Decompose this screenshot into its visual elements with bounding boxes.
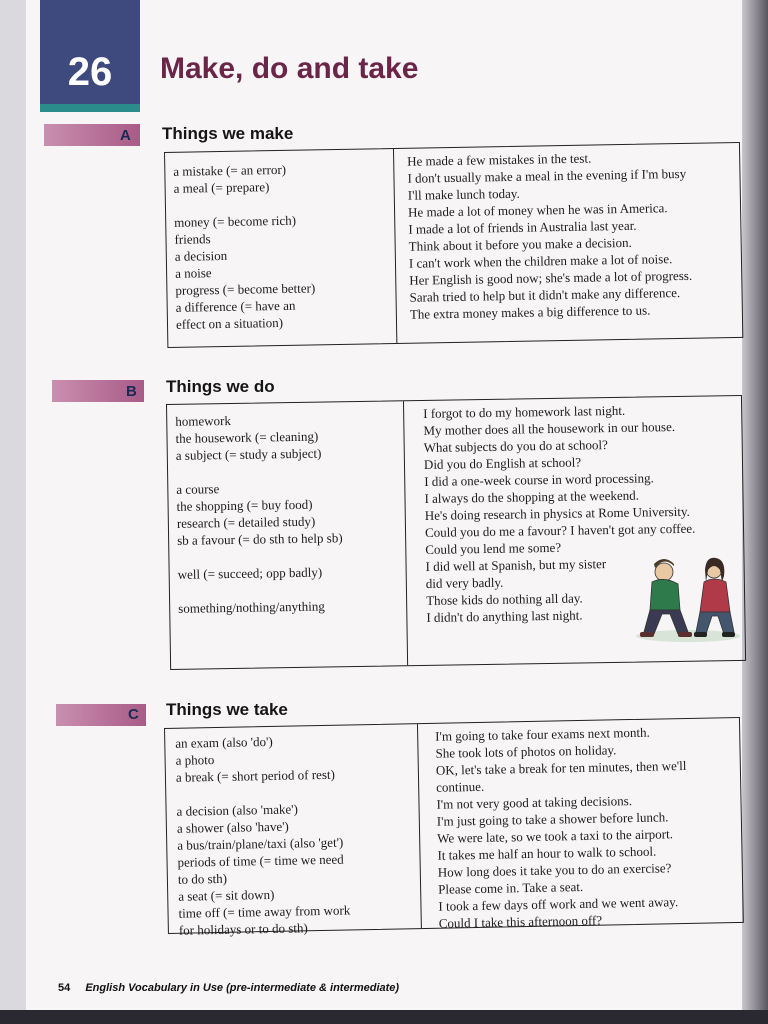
example-sentence: I made a lot of friends in Australia last year. <box>408 217 637 237</box>
term: a decision (also 'make') <box>176 801 299 819</box>
term: to do sth) <box>177 870 228 887</box>
term: a course <box>176 481 220 497</box>
term: a photo <box>175 752 215 768</box>
term: sb a favour (= do sth to help sb) <box>177 530 343 548</box>
example-sentence: I'm going to take four exams next month. <box>435 724 650 744</box>
term: something/nothing/anything <box>178 598 325 616</box>
unit-title: Make, do and take <box>160 52 419 85</box>
example-sentence: continue. <box>436 778 485 795</box>
section-b-terms <box>175 410 344 617</box>
term: time off (= time away from work <box>178 902 351 921</box>
section-c-examples <box>435 722 741 932</box>
example-sentence: Think about it before you make a decision. <box>408 234 632 254</box>
term: research (= detailed study) <box>176 513 316 531</box>
page-binding-shadow <box>742 0 768 1024</box>
term: money (= become rich) <box>174 212 297 230</box>
example-sentence: I can't work when the children make a lot of noise. <box>408 251 673 271</box>
section-a-examples <box>407 147 740 323</box>
section-a-letter: A <box>120 127 131 144</box>
section-a-terms <box>173 160 316 332</box>
term: a meal (= prepare) <box>173 179 270 196</box>
section-a-table <box>164 142 743 348</box>
example-sentence: I did well at Spanish, but my sister <box>425 556 607 574</box>
term: a mistake (= an error) <box>173 161 287 179</box>
term: a subject (= study a subject) <box>175 445 322 463</box>
section-c-divider <box>417 724 422 928</box>
students-illustration <box>634 552 742 644</box>
example-sentence: He made a lot of money when he was in America. <box>407 200 668 220</box>
section-c-table <box>164 717 744 938</box>
term: a difference (= have an <box>175 297 296 315</box>
example-sentence: The extra money makes a big difference to us. <box>409 302 651 322</box>
example-sentence: I'm just going to take a shower before lunch. <box>436 809 669 829</box>
section-a-title: Things we make <box>162 124 294 143</box>
example-sentence: I didn't do anything last night. <box>426 607 583 625</box>
example-sentence: I don't usually make a meal in the evening if I'm busy <box>407 165 687 186</box>
example-sentence: I forgot to do my homework last night. <box>423 402 626 421</box>
bottom-edge <box>0 1010 768 1024</box>
example-sentence: I did a one-week course in word processing. <box>424 470 654 489</box>
term: a break (= short period of rest) <box>175 766 336 785</box>
page-footer <box>58 982 399 994</box>
example-sentence: It takes me half an hour to walk to school. <box>437 843 657 863</box>
page-number: 54 <box>58 982 71 994</box>
section-a-divider <box>393 149 397 343</box>
term: a noise <box>174 265 212 281</box>
example-sentence: Sarah tried to help but it didn't make any difference. <box>409 285 681 305</box>
example-sentence: What subjects do you do at school? <box>423 437 608 455</box>
term: a shower (also 'have') <box>176 818 289 836</box>
unit-box-stripe <box>40 104 140 112</box>
section-c-terms <box>175 731 351 938</box>
section-c-title: Things we take <box>166 700 288 719</box>
term: an exam (also 'do') <box>175 733 273 751</box>
example-sentence: Those kids do nothing all day. <box>425 590 583 608</box>
term: a decision <box>174 247 228 264</box>
term: well (= succeed; opp badly) <box>177 564 323 582</box>
term: periods of time (= time we need <box>177 851 344 870</box>
example-sentence: He made a few mistakes in the test. <box>407 150 592 169</box>
example-sentence: Could I take this afternoon off? <box>438 912 603 931</box>
term: for holidays or to do sth) <box>178 920 308 938</box>
example-sentence: Could you lend me some? <box>425 539 562 557</box>
term: a bus/train/plane/taxi (also 'get') <box>177 834 344 853</box>
term: a seat (= sit down) <box>178 886 275 904</box>
example-sentence: Her English is good now; she's made a lot of progress. <box>409 267 693 288</box>
unit-number: 26 <box>67 50 113 94</box>
section-c-letter: C <box>128 706 139 723</box>
example-sentence: He's doing research in physics at Rome University. <box>424 503 690 523</box>
example-sentence: How long does it take you to do an exercise? <box>437 860 672 880</box>
example-sentence: We were late, so we took a taxi to the airport. <box>437 826 674 846</box>
example-sentence: I took a few days off work and we went away. <box>438 894 679 914</box>
example-sentence: Please come in. Take a seat. <box>438 878 584 897</box>
term: effect on a situation) <box>175 314 284 332</box>
term: the housework (= cleaning) <box>175 428 319 446</box>
section-b-divider <box>403 401 408 665</box>
example-sentence: Could you do me a favour? I haven't got any coffee. <box>424 520 696 540</box>
example-sentence: I'll make lunch today. <box>407 185 520 203</box>
term: progress (= become better) <box>175 280 316 298</box>
term: the shopping (= buy food) <box>176 496 313 514</box>
example-sentence: did very badly. <box>425 574 504 591</box>
example-sentence: OK, let's take a break for ten minutes, then we'll <box>435 757 687 778</box>
term: homework <box>175 412 231 429</box>
term: friends <box>174 231 211 247</box>
book-title: English Vocabulary in Use (pre-intermediate & intermediate) <box>85 982 400 994</box>
unit-number-box <box>40 0 140 112</box>
example-sentence: I always do the shopping at the weekend. <box>424 487 640 506</box>
section-b-title: Things we do <box>166 377 275 396</box>
example-sentence: She took lots of photos on holiday. <box>435 742 617 761</box>
example-sentence: I'm not very good at taking decisions. <box>436 793 633 812</box>
example-sentence: Did you do English at school? <box>423 454 582 472</box>
example-sentence: My mother does all the housework in our house. <box>423 419 676 438</box>
section-b-letter: B <box>126 383 137 400</box>
